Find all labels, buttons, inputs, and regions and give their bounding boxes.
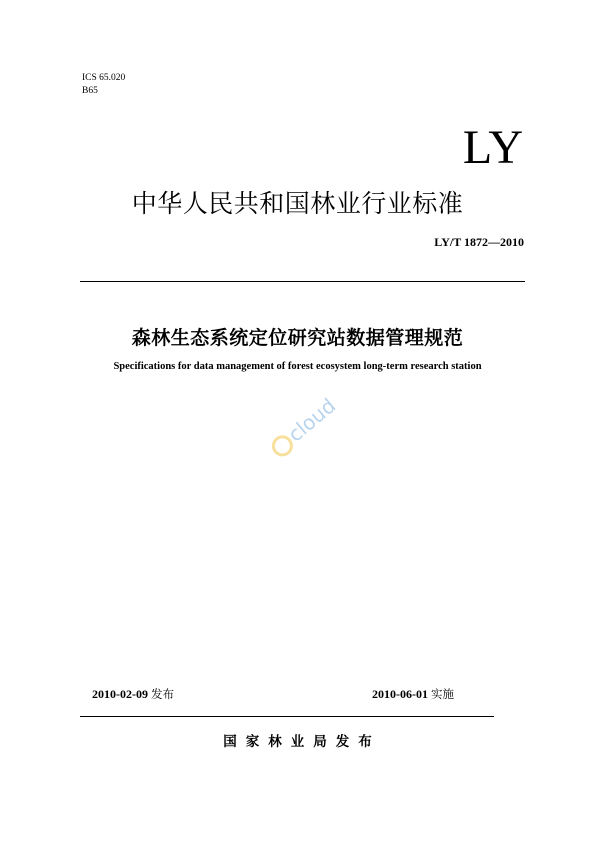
bottom-divider (80, 716, 494, 717)
industry-code-mark: LY (462, 121, 524, 174)
top-divider (80, 281, 525, 282)
standard-category-title: 中华人民共和国林业行业标准 (131, 189, 464, 218)
issue-date: 2010-02-09 (92, 687, 148, 701)
implement-date-line (372, 686, 454, 702)
implement-label: 实施 (431, 687, 454, 701)
watermark-text: cloud (283, 393, 341, 447)
classification-code: B65 (82, 86, 98, 96)
document-title-en: Specifications for data management of forest ecosystem long-term research station (113, 361, 482, 372)
implement-date: 2010-06-01 (372, 687, 428, 701)
document-title-cn: 森林生态系统定位研究站数据管理规范 (131, 327, 464, 349)
cloud-watermark-logo (255, 378, 355, 468)
standard-number: LY/T 1872—2010 (434, 235, 524, 249)
issue-label: 发布 (151, 687, 174, 701)
issue-date-line (92, 686, 174, 702)
publisher: 国家林业局发布 (223, 734, 381, 750)
ics-code: ICS 65.020 (82, 73, 126, 83)
